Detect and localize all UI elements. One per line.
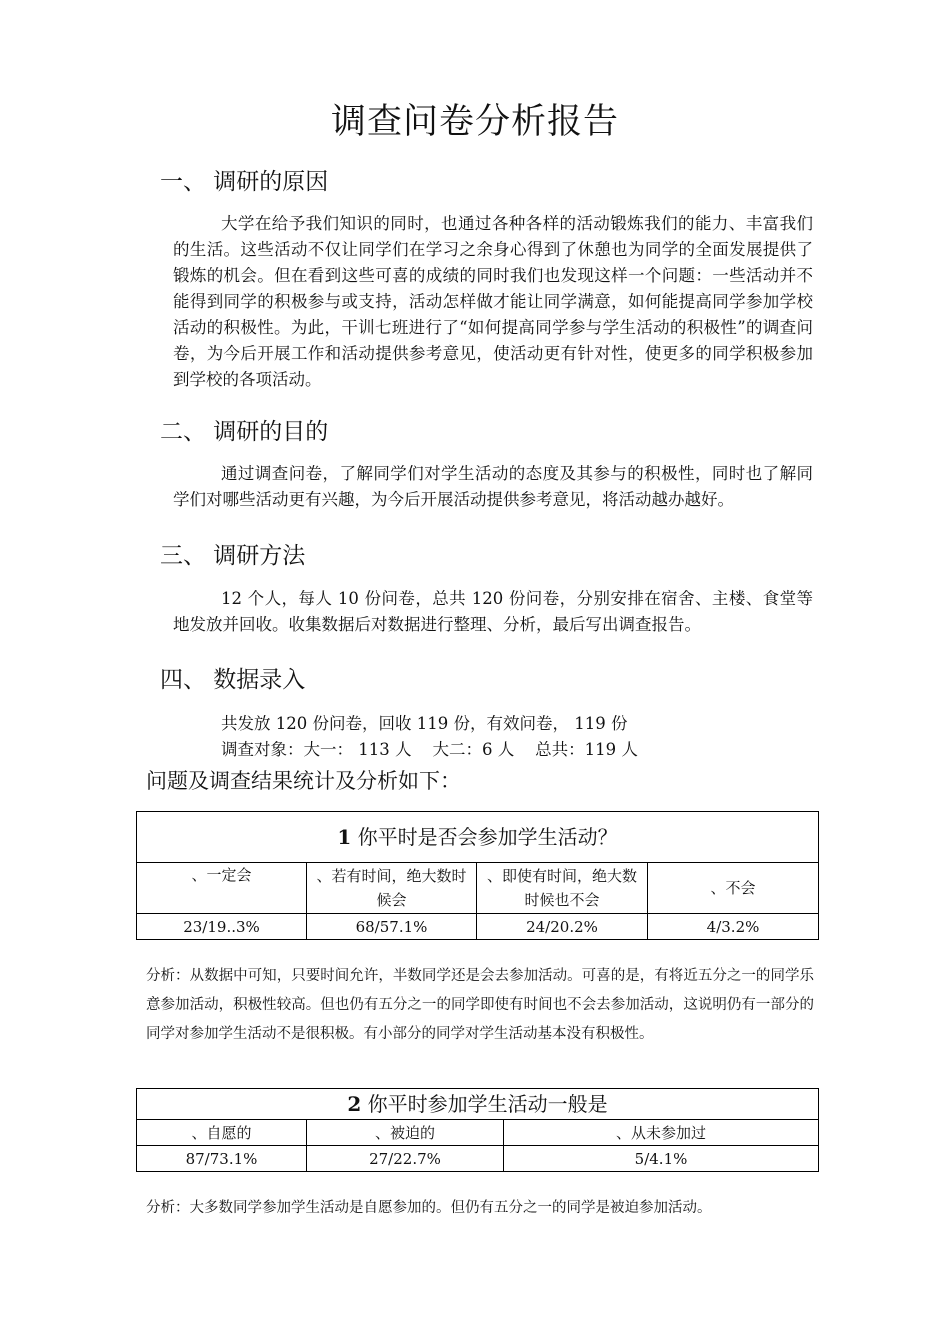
question-2-option: 、被迫的	[307, 1120, 504, 1146]
section-heading-reason: 一、 调研的原因	[160, 169, 329, 195]
question-1-title	[137, 812, 819, 863]
question-1-option: 、一定会	[137, 863, 307, 914]
question-1-result: 68/57.1%	[307, 914, 477, 940]
question-1-result: 4/3.2%	[648, 914, 819, 940]
question-1-result: 24/20.2%	[477, 914, 648, 940]
question-2-table	[136, 1088, 819, 1172]
question-2-number: 2	[347, 1092, 362, 1116]
page-title: 调查问卷分析报告	[330, 102, 619, 142]
section-heading-data-entry: 四、 数据录入	[160, 667, 306, 693]
data-entry-line-distribution: 共发放 120 份问卷，回收 119 份，有效问卷， 119 份	[221, 714, 628, 733]
data-entry-line-respondents: 调查对象：大一： 113 人 大二：6 人 总共：119 人	[221, 740, 638, 759]
question-2-text: 你平时参加学生活动一般是	[367, 1092, 608, 1116]
question-1-text: 你平时是否会参加学生活动？	[357, 825, 618, 849]
results-intro: 问题及调查结果统计及分析如下：	[146, 769, 461, 793]
question-2-result: 87/73.1%	[137, 1146, 307, 1172]
question-1-analysis: 分析：从数据中可知，只要时间允许，半数同学还是会去参加活动。可喜的是，有将近五分之一的同学乐意参加活动，积极性较高。但也仍有五分之一的同学即使有时间也不会去参加活动，这说明仍有一部分的同学对参加学生活动不是很积极。有小部分的同学对学生活动基本没有积极性。	[146, 968, 814, 1042]
section-heading-purpose: 二、 调研的目的	[160, 419, 329, 445]
section-body-reason: 大学在给予我们知识的同时，也通过各种各样的活动锻炼我们的能力、丰富我们的生活。这些活动不仅让同学们在学习之余身心得到了休憩也为同学的全面发展提供了锻炼的机会。但在看到这些可喜的成绩的同时我们也发现这样一个问题：一些活动并不能得到同学的积极参与或支持，活动怎样做才能让同学满意，如何能提高同学参加学校活动的积极性。为此，干训七班进行了“如何提高同学参与学生活动的积极性”的调查问卷，为今后开展工作和活动提供参考意见，使活动更有针对性，使更多的同学积极参加到学校的各项活动。	[173, 214, 813, 389]
question-2-analysis: 分析：大多数同学参加学生活动是自愿参加的。但仍有五分之一的同学是被迫参加活动。	[146, 1200, 712, 1216]
section-body-method: 12 个人，每人 10 份问卷，总共 120 份问卷，分别安排在宿舍、主楼、食堂等地发放并回收。收集数据后对数据进行整理、分析，最后写出调查报告。	[173, 589, 813, 634]
question-1-option: 、不会	[648, 863, 819, 914]
question-2-result: 27/22.7%	[307, 1146, 504, 1172]
question-1-result: 23/19..3%	[137, 914, 307, 940]
question-1-table	[136, 811, 819, 940]
question-1-number: 1	[337, 825, 352, 849]
question-2-title	[137, 1089, 819, 1120]
question-1-option: 、即使有时间，绝大数时候也不会	[477, 863, 648, 914]
question-2-option: 、从未参加过	[504, 1120, 819, 1146]
question-2-result: 5/4.1%	[504, 1146, 819, 1172]
section-body-purpose: 通过调查问卷，了解同学们对学生活动的态度及其参与的积极性，同时也了解同学们对哪些活动更有兴趣，为今后开展活动提供参考意见，将活动越办越好。	[173, 464, 813, 509]
question-2-option: 、自愿的	[137, 1120, 307, 1146]
question-1-option: 、若有时间，绝大数时候会	[307, 863, 477, 914]
section-heading-method: 三、 调研方法	[160, 543, 306, 569]
